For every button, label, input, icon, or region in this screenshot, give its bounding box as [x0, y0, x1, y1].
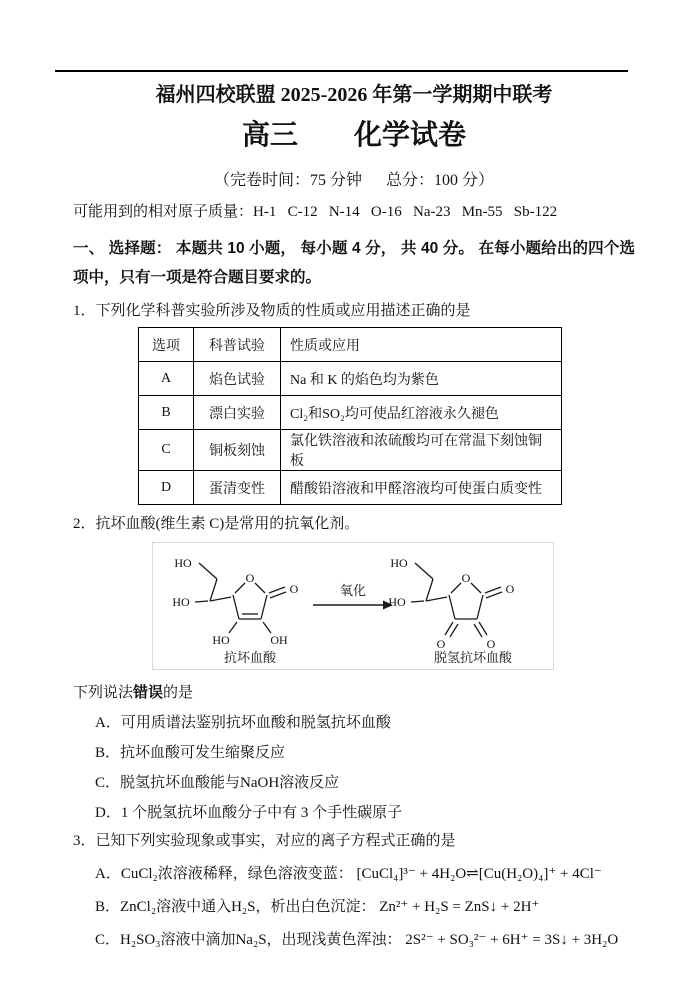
structure-diagram-svg	[153, 543, 553, 669]
hydroxyl-label: HO	[172, 595, 190, 609]
oxidation-arrow	[313, 601, 393, 610]
q2-option-a: A．可用质谱法鉴别抗坏血酸和脱氢抗坏血酸	[95, 715, 391, 731]
question-1-stem: 1．下列化学科普实验所涉及物质的性质或应用描述正确的是	[73, 303, 471, 319]
right-structure-caption: 脱氢抗坏血酸	[433, 650, 513, 665]
hydroxyl-label: HO	[388, 595, 406, 609]
cell-experiment: 焰色试验	[194, 362, 281, 396]
cell-option-letter: C	[139, 430, 194, 471]
cell-experiment: 蛋清变性	[194, 471, 281, 505]
ring-oxygen-label: O	[245, 571, 255, 585]
table-header-option: 选项	[139, 328, 194, 362]
q2-substem	[73, 681, 635, 702]
atomic-mass-line: 可能用到的相对原子质量：H-1 C-12 N-14 O-16 Na-23 Mn-55 Sb-122	[73, 204, 558, 220]
question-2-stem: 2．抗坏血酸(维生素 C)是常用的抗氧化剂。	[73, 516, 360, 532]
cell-experiment: 铜板刻蚀	[194, 430, 281, 471]
q3-option-b: B．ZnCl₂溶液中通入H₂S，析出白色沉淀： Zn²⁺ + H₂S = ZnS↓ + 2H⁺	[95, 899, 540, 915]
table-header-row	[139, 328, 562, 362]
carbonyl-oxygen-label: O	[436, 637, 446, 651]
table-header-property: 性质或应用	[281, 328, 562, 362]
ring-oxygen-label: O	[461, 571, 471, 585]
q2-structure-diagram	[152, 542, 554, 670]
hydroxyl-label: HO	[174, 556, 192, 570]
oxidation-arrow-label: 氧化	[339, 583, 367, 598]
table-row	[139, 396, 562, 430]
table-header-experiment: 科普试验	[194, 328, 281, 362]
cell-property: Na 和 K 的焰色均为紫色	[281, 362, 562, 396]
ascorbic-acid-structure	[195, 563, 286, 633]
section-1-heading: 一、 选择题： 本题共 10 小题， 每小题 4 分， 共 40 分。 在每小题给出的四个选项中，只有一项是符合题目要求的。	[73, 240, 635, 286]
left-structure-caption: 抗坏血酸	[223, 650, 277, 665]
q2-substem-prefix: 下列说法	[73, 685, 134, 701]
q3-option-a: A．CuCl₂浓溶液稀释，绿色溶液变蓝： [CuCl₄]³⁻ + 4H₂O⇌[Cu(H₂O)₄]⁺ + 4Cl⁻	[95, 866, 602, 882]
cell-option-letter: D	[139, 471, 194, 505]
cell-option-letter: B	[139, 396, 194, 430]
q2-option-d: D．1 个脱氢抗坏血酸分子中有 3 个手性碳原子	[95, 805, 403, 821]
table-row	[139, 430, 562, 471]
q3-option-c: C．H₂SO₃溶液中滴加Na₂S，出现浅黄色浑浊： 2S²⁻ + SO₃²⁻ + 6H⁺ = 3S↓ + 3H₂O	[95, 932, 619, 948]
header-divider-line	[55, 70, 628, 72]
hydroxyl-label: HO	[390, 556, 408, 570]
cell-property: 氯化铁溶液和浓硫酸均可在常温下刻蚀铜板	[281, 430, 562, 471]
hydroxyl-label: OH	[270, 633, 288, 647]
time-and-score-line: （完卷时间：75 分钟 总分：100 分）	[213, 172, 494, 189]
q2-substem-suffix: 的是	[163, 685, 194, 701]
cell-property: Cl₂和SO₂均可使品红溶液永久褪色	[281, 396, 562, 430]
dehydroascorbic-acid-structure	[411, 563, 502, 637]
table-row	[139, 471, 562, 505]
hydroxyl-label: HO	[212, 633, 230, 647]
table-row	[139, 362, 562, 396]
question-3-stem: 3．已知下列实验现象或事实，对应的离子方程式正确的是	[73, 833, 456, 849]
exam-league-title: 福州四校联盟 2025-2026 年第一学期期中联考	[155, 84, 553, 106]
q2-substem-bold: 错误	[133, 685, 164, 701]
q1-options-table	[138, 327, 562, 505]
cell-property: 醋酸铅溶液和甲醛溶液均可使蛋白质变性	[281, 471, 562, 505]
cell-option-letter: A	[139, 362, 194, 396]
q2-option-b: B．抗坏血酸可发生缩聚反应	[95, 745, 286, 761]
carbonyl-oxygen-label: O	[505, 582, 515, 596]
carbonyl-oxygen-label: O	[289, 582, 299, 596]
carbonyl-oxygen-label: O	[486, 637, 496, 651]
cell-experiment: 漂白实验	[194, 396, 281, 430]
paper-title: 高三 化学试卷	[241, 120, 466, 151]
q2-option-c: C．脱氢抗坏血酸能与NaOH溶液反应	[95, 775, 340, 791]
